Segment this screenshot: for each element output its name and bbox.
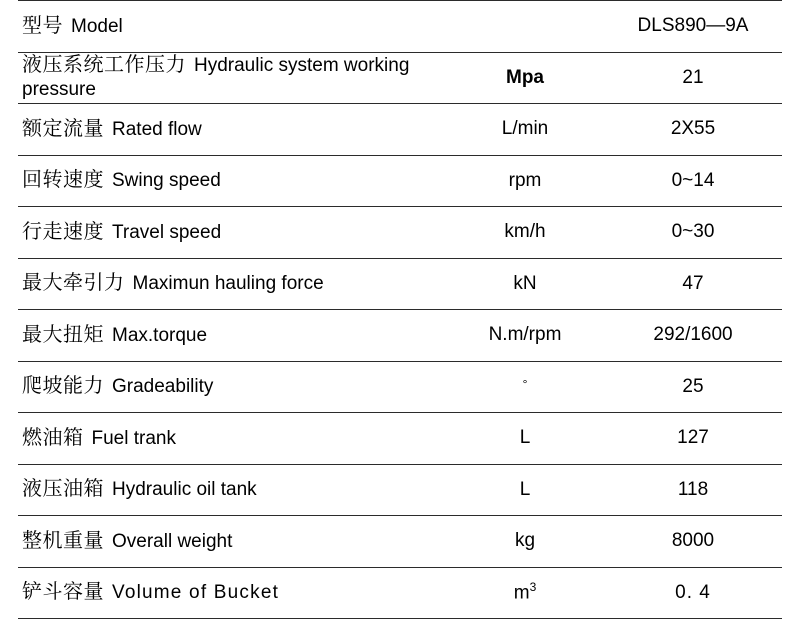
row-label-en: Maximun hauling force xyxy=(132,273,324,295)
row-label-cn: 整机重量 xyxy=(22,529,104,552)
row-value: 118 xyxy=(677,478,709,500)
table-row xyxy=(18,310,782,362)
table-row xyxy=(18,104,782,156)
row-label-en: Rated flow xyxy=(112,118,202,140)
row-unit-cell xyxy=(446,464,604,516)
row-unit-cell xyxy=(446,413,604,465)
table-row xyxy=(18,464,782,516)
row-label-cn: 行走速度 xyxy=(22,220,104,243)
row-label-cell xyxy=(18,207,446,259)
row-unit: N.m/rpm xyxy=(488,324,562,346)
row-unit-cell xyxy=(446,516,604,568)
row-value: 21 xyxy=(682,66,704,88)
row-value: 127 xyxy=(677,427,709,449)
row-value: 292/1600 xyxy=(653,324,733,346)
row-label-cell xyxy=(18,155,446,207)
table-row xyxy=(18,207,782,259)
row-value: 2X55 xyxy=(670,118,716,140)
row-label-cell xyxy=(18,104,446,156)
row-unit: Mpa xyxy=(506,66,544,88)
row-unit: m xyxy=(513,582,530,604)
row-label-en: Hydraulic oil tank xyxy=(112,479,257,501)
row-value-cell xyxy=(604,567,782,619)
table-row xyxy=(18,413,782,465)
row-label-en: Hydraulic system working pressure xyxy=(22,55,410,101)
row-value-cell xyxy=(604,413,782,465)
row-value: DLS890—9A xyxy=(637,15,749,37)
row-value: 0. 4 xyxy=(675,581,711,603)
row-label-cn: 额定流量 xyxy=(22,117,104,140)
row-value: 0~14 xyxy=(671,169,715,191)
row-label-cell xyxy=(18,361,446,413)
row-unit: L/min xyxy=(501,118,549,140)
row-unit: kN xyxy=(513,272,537,294)
row-value-cell xyxy=(604,155,782,207)
row-label-cn: 液压系统工作压力 xyxy=(22,54,186,77)
row-label-cell xyxy=(18,567,446,619)
row-value-cell xyxy=(604,310,782,362)
row-unit-cell xyxy=(446,52,604,104)
row-label-cell xyxy=(18,413,446,465)
row-label-cn: 铲斗容量 xyxy=(22,581,104,604)
row-unit-cell xyxy=(446,361,604,413)
row-label-en: Overall weight xyxy=(112,530,233,552)
row-unit: rpm xyxy=(508,169,542,191)
row-label-cn: 最大扭矩 xyxy=(22,323,104,346)
row-label-cn: 燃油箱 xyxy=(22,426,84,449)
row-label-cell xyxy=(18,464,446,516)
row-value: 0~30 xyxy=(671,221,715,243)
row-value-cell xyxy=(604,361,782,413)
row-label-cn: 爬坡能力 xyxy=(22,375,104,398)
table-row xyxy=(18,1,782,53)
row-unit-cell xyxy=(446,1,604,53)
row-unit: ° xyxy=(522,376,528,391)
row-label-en: Gradeability xyxy=(112,376,214,398)
row-label-cell xyxy=(18,52,446,104)
row-unit: L xyxy=(519,427,531,449)
row-unit-cell xyxy=(446,567,604,619)
row-value-cell xyxy=(604,258,782,310)
row-unit-cell xyxy=(446,207,604,259)
row-value-cell xyxy=(604,207,782,259)
row-unit: kg xyxy=(514,530,536,552)
row-value-cell xyxy=(604,464,782,516)
row-value-cell xyxy=(604,52,782,104)
specifications-table xyxy=(18,0,782,619)
row-label-cell xyxy=(18,310,446,362)
row-unit-cell xyxy=(446,104,604,156)
row-unit: L xyxy=(519,478,531,500)
row-label-cell xyxy=(18,258,446,310)
table-row xyxy=(18,155,782,207)
row-unit-cell xyxy=(446,155,604,207)
row-label-en: Swing speed xyxy=(112,170,221,192)
table-row xyxy=(18,52,782,104)
row-label-cn: 液压油箱 xyxy=(22,478,104,501)
row-label-cn: 最大牵引力 xyxy=(22,272,125,295)
row-label-cn: 回转速度 xyxy=(22,169,104,192)
table-row xyxy=(18,361,782,413)
row-value-cell xyxy=(604,1,782,53)
row-label-cell xyxy=(18,1,446,53)
row-unit-exponent: 3 xyxy=(529,580,537,595)
row-value: 25 xyxy=(682,375,704,397)
table-row xyxy=(18,258,782,310)
row-value-cell xyxy=(604,516,782,568)
row-unit-cell xyxy=(446,258,604,310)
row-label-en: Fuel trank xyxy=(91,427,176,449)
row-unit-cell xyxy=(446,310,604,362)
row-value-cell xyxy=(604,104,782,156)
table-row xyxy=(18,516,782,568)
row-label-cn: 型号 xyxy=(22,14,63,37)
row-unit: km/h xyxy=(504,221,546,243)
table-row xyxy=(18,567,782,619)
row-label-en: Volume of Bucket xyxy=(112,582,280,604)
row-value: 8000 xyxy=(671,530,715,552)
row-value: 47 xyxy=(682,272,704,294)
row-label-cell xyxy=(18,516,446,568)
row-label-en: Travel speed xyxy=(112,221,222,243)
row-label-en: Max.torque xyxy=(112,324,208,346)
row-label-en: Model xyxy=(71,15,123,37)
